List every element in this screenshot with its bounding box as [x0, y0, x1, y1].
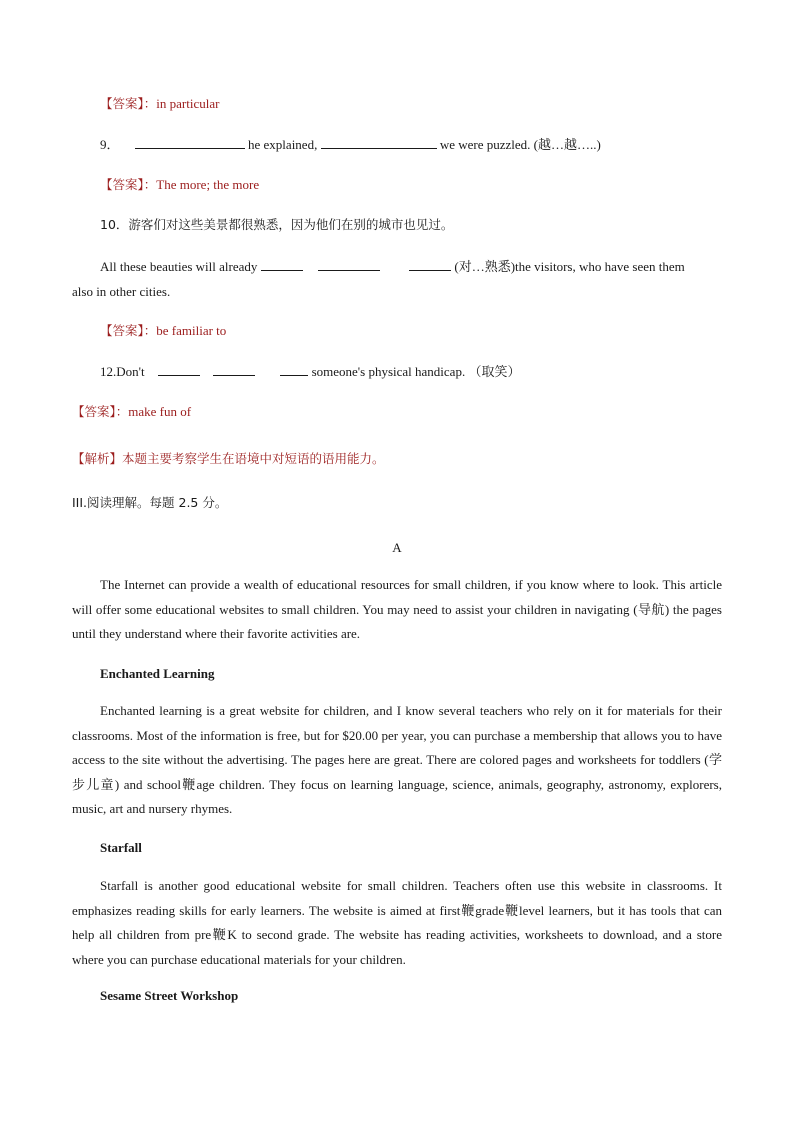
answer-blank [318, 258, 380, 271]
question-text: All these beauties will already [100, 259, 258, 274]
answer-blank [213, 363, 255, 376]
answer-label: 【答案】： [100, 323, 157, 338]
answer-text: The more; the more [156, 177, 260, 192]
answer-blank [261, 258, 303, 271]
question-10-continued: also in other cities. [72, 284, 171, 299]
question-text: someone's physical handicap. （取笑） [311, 364, 521, 379]
heading-enchanted-learning: Enchanted Learning [100, 666, 215, 681]
passage-letter: A [392, 540, 402, 555]
answer-12 [72, 404, 191, 420]
paragraph-enchanted-learning: Enchanted learning is a great website for children, and I know several teachers who rely on it for materials for their classrooms. Most of the information is free, but for $20.00 per year, you can purchase a membership that allows you to have access to the site without the advertising. The pages here are great. There are colored pages and worksheets for toddlers (学步儿童) and school鞭age children. They focus on learning language, science, animals, geography, astronomy, explorers, music, art and nursery rhymes. [72, 703, 722, 816]
question-text: (对…熟悉)the visitors, who have seen them [454, 259, 685, 274]
paragraph-starfall: Starfall is another good educational website for small children. Teachers often use this website in classrooms. It emphasizes reading skills for early learners. The website is aimed at first鞭grade鞭level learners, but it has tools that can help all children from pre鞭K to second grade. The website has reading activities, worksheets to download, and a store where you can purchase educational materials for your children. [72, 878, 722, 967]
question-number: 9． [100, 137, 120, 152]
answer-8 [100, 96, 219, 112]
analysis-note: 【解析】本题主要考察学生在语境中对短语的语用能力。 [72, 451, 385, 466]
answer-blank [280, 363, 308, 376]
answer-text: make fun of [128, 404, 192, 419]
section-heading: III.阅读理解。每题 2.5 分。 [72, 495, 228, 510]
answer-text: in particular [156, 96, 220, 111]
answer-blank [135, 136, 245, 149]
heading-starfall: Starfall [100, 840, 142, 855]
heading-sesame-street: Sesame Street Workshop [100, 988, 239, 1003]
question-10-chinese: 10．游客们对这些美景都很熟悉，因为他们在别的城市也见过。 [100, 217, 454, 232]
question-9 [100, 136, 601, 153]
answer-blank [409, 258, 451, 271]
answer-10 [100, 323, 226, 339]
answer-label: 【答案】： [100, 96, 157, 111]
intro-paragraph: The Internet can provide a wealth of educational resources for small children, if you know where to look. This article will offer some educational websites to small children. You may need to assist your children in navigating (导航) the pages until they understand where their favorite activities are. [72, 577, 722, 641]
question-text: we were puzzled. (越…越…..) [439, 137, 601, 152]
answer-blank [158, 363, 200, 376]
answer-label: 【答案】： [72, 404, 129, 419]
question-10-english [100, 258, 685, 275]
answer-blank [321, 136, 437, 149]
answer-text: be familiar to [156, 323, 227, 338]
answer-label: 【答案】： [100, 177, 157, 192]
answer-9 [100, 177, 259, 193]
question-text: 12.Don't [100, 364, 145, 379]
question-12 [100, 363, 520, 380]
question-text: he explained, [248, 137, 318, 152]
